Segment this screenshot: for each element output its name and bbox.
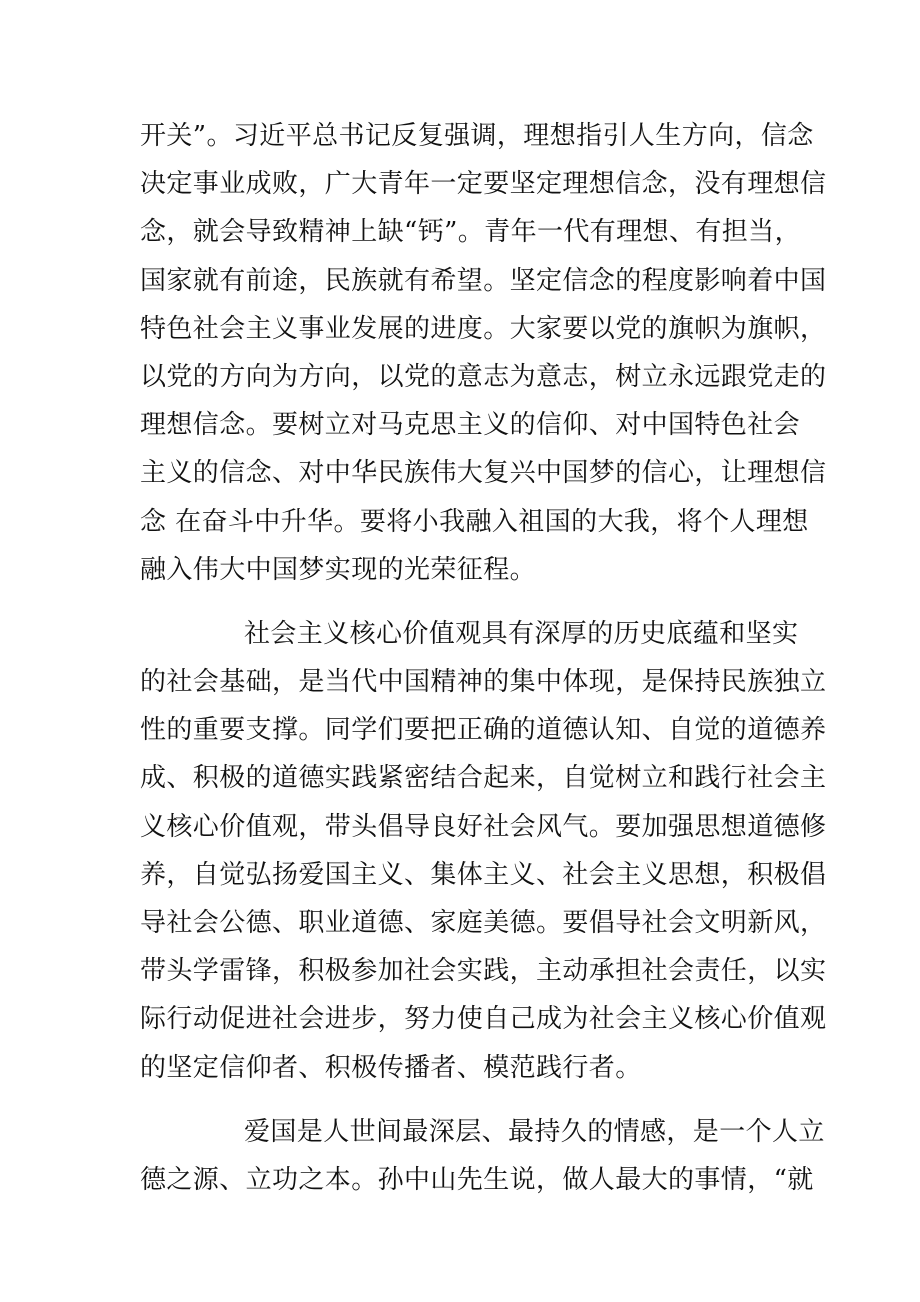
paragraph-gap bbox=[140, 1092, 780, 1108]
text-line: 开关”。习近平总书记反复强调，理想指引人生方向，信念 bbox=[140, 121, 814, 151]
paragraph-1 bbox=[140, 112, 827, 594]
text-line: 成、积极的道德实践紧密结合起来，自觉树立和践行社会主 bbox=[140, 763, 827, 794]
document-body bbox=[140, 112, 827, 1204]
paragraph-3 bbox=[140, 1108, 825, 1204]
text-line: 的坚定信仰者、积极传播者、模范践行者。 bbox=[140, 1052, 642, 1083]
text-line: 导社会公德、职业道德、家庭美德。要倡导社会文明新风， bbox=[140, 908, 827, 938]
text-line: 带头学雷锋，积极参加社会实践，主动承担社会责任，以实 bbox=[140, 956, 827, 987]
text-line: 以党的方向为方向，以党的意志为意志，树立永远跟党走的 bbox=[140, 361, 827, 392]
text-line: 爱国是人世间最深层、最持久的情感，是一个人立 bbox=[244, 1116, 825, 1147]
text-line: 养，自觉弘扬爱国主义、集体主义、社会主义思想，积极倡 bbox=[140, 859, 827, 890]
text-line: 社会主义核心价值观具有深厚的历史底蕴和坚实 bbox=[244, 618, 799, 649]
text-line: 决定事业成败，广大青年一定要坚定理想信念，没有理想信 bbox=[140, 169, 827, 200]
text-line: 主义的信念、对中华民族伟大复兴中国梦的信心，让理想信 bbox=[140, 458, 827, 489]
text-line: 的社会基础，是当代中国精神的集中体现，是保持民族独立 bbox=[140, 667, 827, 698]
text-line: 理想信念。要树立对马克思主义的信仰、对中国特色社会 bbox=[140, 410, 801, 441]
text-line: 融入伟大中国梦实现的光荣征程。 bbox=[140, 554, 537, 585]
text-line: 念 在奋斗中升华。要将小我融入祖国的大我，将个人理想 bbox=[140, 506, 809, 537]
paragraph-gap bbox=[140, 594, 780, 610]
paragraph-2 bbox=[140, 610, 827, 1092]
text-line: 国家就有前途，民族就有希望。坚定信念的程度影响着中国 bbox=[140, 265, 827, 296]
text-line: 性的重要支撑。同学们要把正确的道德认知、自觉的道德养 bbox=[140, 715, 827, 746]
text-line: 德之源、立功之本。孙中山先生说，做人最大的事情，“就 bbox=[140, 1164, 814, 1195]
text-line: 际行动促进社会进步，努力使自己成为社会主义核心价值观 bbox=[140, 1004, 827, 1035]
text-line: 念，就会导致精神上缺“钙”。青年一代有理想、有担当， bbox=[140, 217, 801, 248]
text-line: 特色社会主义事业发展的进度。大家要以党的旗帜为旗帜， bbox=[140, 313, 827, 344]
text-line: 义核心价值观，带头倡导良好社会风气。要加强思想道德修 bbox=[140, 811, 827, 842]
